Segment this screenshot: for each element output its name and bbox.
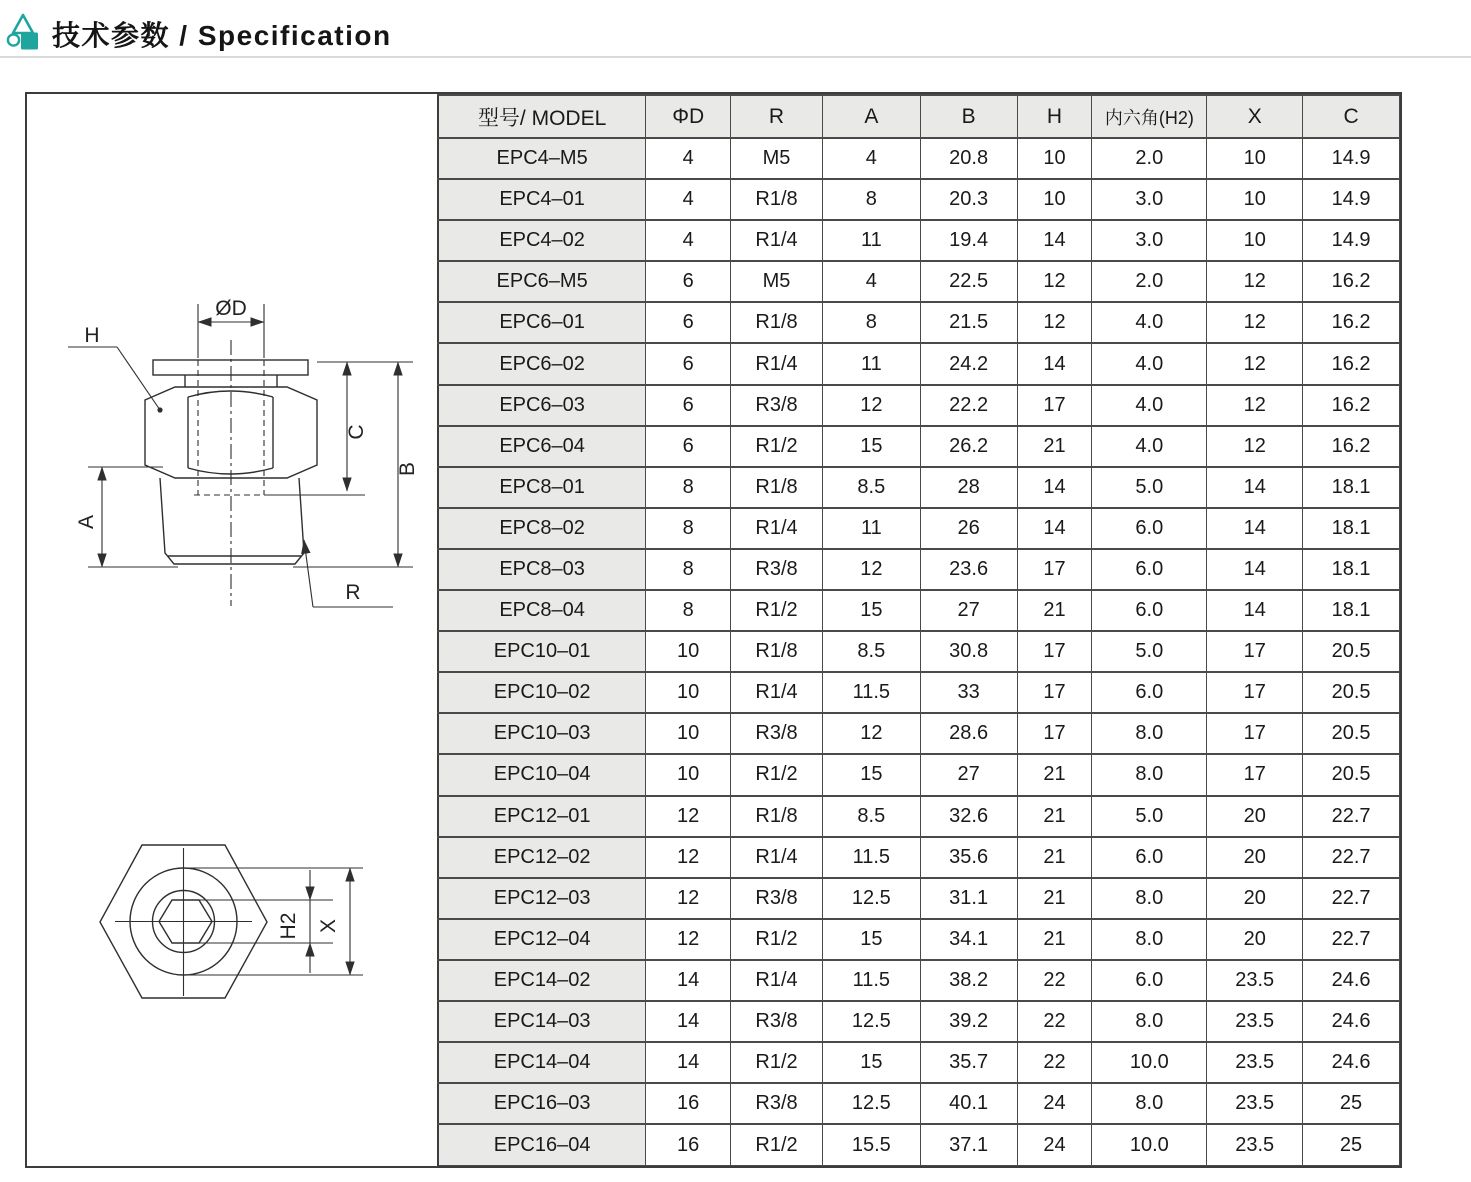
value-cell: 20 xyxy=(1207,919,1303,960)
value-cell: 4 xyxy=(646,220,731,261)
value-cell: 14.9 xyxy=(1303,179,1400,220)
value-cell: 4 xyxy=(646,179,731,220)
value-cell: 6 xyxy=(646,302,731,343)
table-row xyxy=(438,220,1400,261)
value-cell: 14 xyxy=(1207,508,1303,549)
table-row xyxy=(438,631,1400,672)
column-header: H xyxy=(1017,95,1092,138)
model-cell: EPC4–M5 xyxy=(438,138,646,179)
value-cell: R1/8 xyxy=(731,302,823,343)
value-cell: 10 xyxy=(1017,138,1092,179)
table-row xyxy=(438,1083,1400,1124)
value-cell: 6 xyxy=(646,343,731,384)
value-cell: R3/8 xyxy=(731,878,823,919)
value-cell: 4 xyxy=(822,138,920,179)
value-cell: 12.5 xyxy=(822,1083,920,1124)
value-cell: 3.0 xyxy=(1092,220,1207,261)
header-divider xyxy=(0,56,1471,58)
value-cell: 27 xyxy=(920,590,1017,631)
value-cell: 28.6 xyxy=(920,713,1017,754)
value-cell: 6.0 xyxy=(1092,837,1207,878)
table-body xyxy=(438,138,1400,1166)
value-cell: 17 xyxy=(1207,631,1303,672)
dim-label-a: A xyxy=(75,514,98,530)
value-cell: 6.0 xyxy=(1092,508,1207,549)
value-cell: 16.2 xyxy=(1303,261,1400,302)
page-header xyxy=(6,12,392,56)
value-cell: 10 xyxy=(646,713,731,754)
value-cell: 22.7 xyxy=(1303,837,1400,878)
value-cell: 14 xyxy=(1017,220,1092,261)
value-cell: 15.5 xyxy=(822,1124,920,1165)
value-cell: 20.5 xyxy=(1303,631,1400,672)
value-cell: 15 xyxy=(822,1042,920,1083)
table-row xyxy=(438,302,1400,343)
value-cell: 20.5 xyxy=(1303,713,1400,754)
value-cell: 2.0 xyxy=(1092,138,1207,179)
value-cell: 6 xyxy=(646,385,731,426)
dim-label-c: C xyxy=(345,424,368,440)
table-row xyxy=(438,754,1400,795)
value-cell: 2.0 xyxy=(1092,261,1207,302)
value-cell: 11.5 xyxy=(822,672,920,713)
value-cell: 14 xyxy=(1017,343,1092,384)
value-cell: 15 xyxy=(822,426,920,467)
value-cell: R1/2 xyxy=(731,919,823,960)
table-row xyxy=(438,467,1400,508)
value-cell: 20.5 xyxy=(1303,754,1400,795)
value-cell: 28 xyxy=(920,467,1017,508)
value-cell: R1/4 xyxy=(731,343,823,384)
value-cell: 5.0 xyxy=(1092,467,1207,508)
value-cell: 4 xyxy=(822,261,920,302)
value-cell: 23.5 xyxy=(1207,1042,1303,1083)
value-cell: 37.1 xyxy=(920,1124,1017,1165)
value-cell: 22.2 xyxy=(920,385,1017,426)
value-cell: 18.1 xyxy=(1303,549,1400,590)
value-cell: 8 xyxy=(822,179,920,220)
table-row xyxy=(438,508,1400,549)
value-cell: 8.0 xyxy=(1092,919,1207,960)
value-cell: 19.4 xyxy=(920,220,1017,261)
model-cell: EPC12–01 xyxy=(438,796,646,837)
value-cell: 4.0 xyxy=(1092,426,1207,467)
value-cell: 18.1 xyxy=(1303,508,1400,549)
value-cell: 3.0 xyxy=(1092,179,1207,220)
value-cell: 15 xyxy=(822,919,920,960)
value-cell: 12 xyxy=(822,385,920,426)
value-cell: 8 xyxy=(646,590,731,631)
value-cell: R1/4 xyxy=(731,672,823,713)
value-cell: 12.5 xyxy=(822,878,920,919)
value-cell: R3/8 xyxy=(731,385,823,426)
value-cell: 20.3 xyxy=(920,179,1017,220)
value-cell: 23.6 xyxy=(920,549,1017,590)
value-cell: 21 xyxy=(1017,426,1092,467)
value-cell: 4 xyxy=(646,138,731,179)
column-header: B xyxy=(920,95,1017,138)
model-cell: EPC6–02 xyxy=(438,343,646,384)
model-cell: EPC14–03 xyxy=(438,1001,646,1042)
table-row xyxy=(438,713,1400,754)
table-row xyxy=(438,179,1400,220)
value-cell: 11 xyxy=(822,508,920,549)
column-header: 内六角(H2) xyxy=(1092,95,1207,138)
value-cell: 10 xyxy=(646,754,731,795)
column-header: 型号/ MODEL xyxy=(438,95,646,138)
value-cell: R1/4 xyxy=(731,960,823,1001)
value-cell: 24.6 xyxy=(1303,1001,1400,1042)
value-cell: 11.5 xyxy=(822,837,920,878)
value-cell: 20 xyxy=(1207,878,1303,919)
value-cell: 35.6 xyxy=(920,837,1017,878)
table-row xyxy=(438,426,1400,467)
value-cell: 10 xyxy=(1207,220,1303,261)
value-cell: 6.0 xyxy=(1092,590,1207,631)
dim-label-x: X xyxy=(317,918,340,934)
value-cell: R3/8 xyxy=(731,1083,823,1124)
model-cell: EPC6–M5 xyxy=(438,261,646,302)
value-cell: 4.0 xyxy=(1092,385,1207,426)
table-row xyxy=(438,1001,1400,1042)
value-cell: 23.5 xyxy=(1207,1083,1303,1124)
value-cell: 22 xyxy=(1017,1042,1092,1083)
model-cell: EPC12–02 xyxy=(438,837,646,878)
column-header: ΦD xyxy=(646,95,731,138)
value-cell: 8.5 xyxy=(822,796,920,837)
dim-label-h: H xyxy=(84,324,100,347)
value-cell: 12 xyxy=(1207,343,1303,384)
value-cell: 12.5 xyxy=(822,1001,920,1042)
value-cell: 6.0 xyxy=(1092,549,1207,590)
value-cell: R1/4 xyxy=(731,220,823,261)
table-row xyxy=(438,960,1400,1001)
value-cell: 21 xyxy=(1017,796,1092,837)
value-cell: 20.8 xyxy=(920,138,1017,179)
value-cell: 12 xyxy=(1207,385,1303,426)
value-cell: 16.2 xyxy=(1303,385,1400,426)
column-header: R xyxy=(731,95,823,138)
page-title: 技术参数 / Specification xyxy=(52,20,392,51)
value-cell: 11.5 xyxy=(822,960,920,1001)
value-cell: 21 xyxy=(1017,878,1092,919)
value-cell: 8 xyxy=(646,508,731,549)
value-cell: 17 xyxy=(1017,385,1092,426)
value-cell: 21 xyxy=(1017,837,1092,878)
value-cell: 14 xyxy=(1017,467,1092,508)
value-cell: 39.2 xyxy=(920,1001,1017,1042)
content-box xyxy=(25,92,1402,1168)
value-cell: 21.5 xyxy=(920,302,1017,343)
value-cell: 14 xyxy=(1017,508,1092,549)
value-cell: 12 xyxy=(646,919,731,960)
value-cell: 12 xyxy=(1017,302,1092,343)
value-cell: 12 xyxy=(822,549,920,590)
table-row xyxy=(438,138,1400,179)
value-cell: 38.2 xyxy=(920,960,1017,1001)
value-cell: 17 xyxy=(1207,713,1303,754)
geometric-shapes-icon xyxy=(6,12,42,56)
value-cell: M5 xyxy=(731,138,823,179)
value-cell: 15 xyxy=(822,754,920,795)
value-cell: R1/2 xyxy=(731,590,823,631)
value-cell: 17 xyxy=(1207,754,1303,795)
value-cell: 22.5 xyxy=(920,261,1017,302)
value-cell: 14 xyxy=(646,1001,731,1042)
table-row xyxy=(438,261,1400,302)
drawing-panel xyxy=(27,94,437,1166)
value-cell: 33 xyxy=(920,672,1017,713)
value-cell: 40.1 xyxy=(920,1083,1017,1124)
value-cell: 22 xyxy=(1017,1001,1092,1042)
value-cell: R1/2 xyxy=(731,426,823,467)
value-cell: 25 xyxy=(1303,1124,1400,1165)
model-cell: EPC8–03 xyxy=(438,549,646,590)
value-cell: 10 xyxy=(646,672,731,713)
value-cell: 17 xyxy=(1017,549,1092,590)
value-cell: R1/2 xyxy=(731,754,823,795)
model-cell: EPC12–04 xyxy=(438,919,646,960)
model-cell: EPC8–02 xyxy=(438,508,646,549)
model-cell: EPC16–04 xyxy=(438,1124,646,1165)
model-cell: EPC14–04 xyxy=(438,1042,646,1083)
table-row xyxy=(438,837,1400,878)
table-row xyxy=(438,919,1400,960)
value-cell: 12 xyxy=(646,796,731,837)
value-cell: 34.1 xyxy=(920,919,1017,960)
dim-label-r: R xyxy=(345,581,361,604)
value-cell: 20 xyxy=(1207,837,1303,878)
value-cell: 12 xyxy=(1207,261,1303,302)
value-cell: 11 xyxy=(822,220,920,261)
value-cell: R3/8 xyxy=(731,1001,823,1042)
value-cell: 10 xyxy=(1207,138,1303,179)
table-row xyxy=(438,385,1400,426)
dim-label-h2: H2 xyxy=(277,912,300,940)
value-cell: 24.2 xyxy=(920,343,1017,384)
table-row xyxy=(438,590,1400,631)
value-cell: 12 xyxy=(1017,261,1092,302)
value-cell: 10.0 xyxy=(1092,1124,1207,1165)
value-cell: 10 xyxy=(1017,179,1092,220)
thread-outline xyxy=(160,478,304,564)
model-cell: EPC12–03 xyxy=(438,878,646,919)
value-cell: 23.5 xyxy=(1207,960,1303,1001)
value-cell: 11 xyxy=(822,343,920,384)
model-cell: EPC6–04 xyxy=(438,426,646,467)
table-row xyxy=(438,796,1400,837)
model-cell: EPC10–03 xyxy=(438,713,646,754)
value-cell: 8.5 xyxy=(822,631,920,672)
model-cell: EPC10–02 xyxy=(438,672,646,713)
value-cell: 14.9 xyxy=(1303,220,1400,261)
value-cell: 24 xyxy=(1017,1083,1092,1124)
value-cell: 30.8 xyxy=(920,631,1017,672)
value-cell: 14 xyxy=(1207,590,1303,631)
value-cell: 12 xyxy=(1207,302,1303,343)
value-cell: 5.0 xyxy=(1092,631,1207,672)
value-cell: 17 xyxy=(1017,631,1092,672)
table-row xyxy=(438,343,1400,384)
technical-drawing xyxy=(27,94,437,1166)
value-cell: R3/8 xyxy=(731,713,823,754)
value-cell: 17 xyxy=(1017,672,1092,713)
value-cell: 14 xyxy=(646,1042,731,1083)
value-cell: 6 xyxy=(646,261,731,302)
value-cell: R1/2 xyxy=(731,1124,823,1165)
value-cell: 14.9 xyxy=(1303,138,1400,179)
value-cell: 20 xyxy=(1207,796,1303,837)
value-cell: 24.6 xyxy=(1303,1042,1400,1083)
value-cell: 8.0 xyxy=(1092,878,1207,919)
value-cell: 8.0 xyxy=(1092,1083,1207,1124)
value-cell: 16.2 xyxy=(1303,343,1400,384)
value-cell: 23.5 xyxy=(1207,1124,1303,1165)
model-cell: EPC6–03 xyxy=(438,385,646,426)
value-cell: 18.1 xyxy=(1303,590,1400,631)
value-cell: 21 xyxy=(1017,754,1092,795)
value-cell: 16 xyxy=(646,1083,731,1124)
value-cell: 17 xyxy=(1207,672,1303,713)
table-row xyxy=(438,878,1400,919)
value-cell: 16.2 xyxy=(1303,302,1400,343)
value-cell: R1/8 xyxy=(731,467,823,508)
value-cell: 21 xyxy=(1017,590,1092,631)
value-cell: R3/8 xyxy=(731,549,823,590)
value-cell: 26 xyxy=(920,508,1017,549)
value-cell: 25 xyxy=(1303,1083,1400,1124)
value-cell: R1/8 xyxy=(731,796,823,837)
value-cell: R1/8 xyxy=(731,631,823,672)
value-cell: 27 xyxy=(920,754,1017,795)
column-header: X xyxy=(1207,95,1303,138)
model-cell: EPC8–01 xyxy=(438,467,646,508)
value-cell: 20.5 xyxy=(1303,672,1400,713)
value-cell: 26.2 xyxy=(920,426,1017,467)
value-cell: 17 xyxy=(1017,713,1092,754)
value-cell: 8.0 xyxy=(1092,754,1207,795)
column-header: C xyxy=(1303,95,1400,138)
value-cell: 12 xyxy=(822,713,920,754)
value-cell: 15 xyxy=(822,590,920,631)
value-cell: 23.5 xyxy=(1207,1001,1303,1042)
value-cell: 6 xyxy=(646,426,731,467)
model-cell: EPC8–04 xyxy=(438,590,646,631)
value-cell: 14 xyxy=(1207,467,1303,508)
value-cell: 14 xyxy=(646,960,731,1001)
model-cell: EPC10–04 xyxy=(438,754,646,795)
value-cell: 10 xyxy=(646,631,731,672)
value-cell: 5.0 xyxy=(1092,796,1207,837)
value-cell: 6.0 xyxy=(1092,672,1207,713)
value-cell: 18.1 xyxy=(1303,467,1400,508)
value-cell: 8 xyxy=(822,302,920,343)
dim-label-b: B xyxy=(396,461,419,477)
value-cell: 35.7 xyxy=(920,1042,1017,1083)
value-cell: 14 xyxy=(1207,549,1303,590)
value-cell: 10 xyxy=(1207,179,1303,220)
value-cell: 4.0 xyxy=(1092,302,1207,343)
value-cell: 16 xyxy=(646,1124,731,1165)
model-cell: EPC6–01 xyxy=(438,302,646,343)
specification-table xyxy=(437,94,1400,1166)
value-cell: 24.6 xyxy=(1303,960,1400,1001)
value-cell: 22.7 xyxy=(1303,796,1400,837)
value-cell: 22.7 xyxy=(1303,878,1400,919)
value-cell: 4.0 xyxy=(1092,343,1207,384)
value-cell: 8 xyxy=(646,467,731,508)
value-cell: 12 xyxy=(646,837,731,878)
value-cell: R1/2 xyxy=(731,1042,823,1083)
value-cell: M5 xyxy=(731,261,823,302)
model-cell: EPC14–02 xyxy=(438,960,646,1001)
value-cell: R1/8 xyxy=(731,179,823,220)
column-header: A xyxy=(822,95,920,138)
value-cell: 8 xyxy=(646,549,731,590)
model-cell: EPC10–01 xyxy=(438,631,646,672)
table-row xyxy=(438,1042,1400,1083)
value-cell: 12 xyxy=(646,878,731,919)
value-cell: 8.0 xyxy=(1092,1001,1207,1042)
value-cell: R1/4 xyxy=(731,508,823,549)
value-cell: 31.1 xyxy=(920,878,1017,919)
value-cell: 32.6 xyxy=(920,796,1017,837)
value-cell: 8.5 xyxy=(822,467,920,508)
value-cell: R1/4 xyxy=(731,837,823,878)
model-cell: EPC4–01 xyxy=(438,179,646,220)
value-cell: 22.7 xyxy=(1303,919,1400,960)
value-cell: 6.0 xyxy=(1092,960,1207,1001)
model-cell: EPC16–03 xyxy=(438,1083,646,1124)
table-row xyxy=(438,549,1400,590)
table-row xyxy=(438,672,1400,713)
value-cell: 24 xyxy=(1017,1124,1092,1165)
value-cell: 22 xyxy=(1017,960,1092,1001)
table-row xyxy=(438,1124,1400,1165)
model-cell: EPC4–02 xyxy=(438,220,646,261)
value-cell: 8.0 xyxy=(1092,713,1207,754)
table-header-row xyxy=(438,95,1400,138)
value-cell: 16.2 xyxy=(1303,426,1400,467)
value-cell: 12 xyxy=(1207,426,1303,467)
dim-label-od: ØD xyxy=(215,297,247,320)
value-cell: 21 xyxy=(1017,919,1092,960)
value-cell: 10.0 xyxy=(1092,1042,1207,1083)
